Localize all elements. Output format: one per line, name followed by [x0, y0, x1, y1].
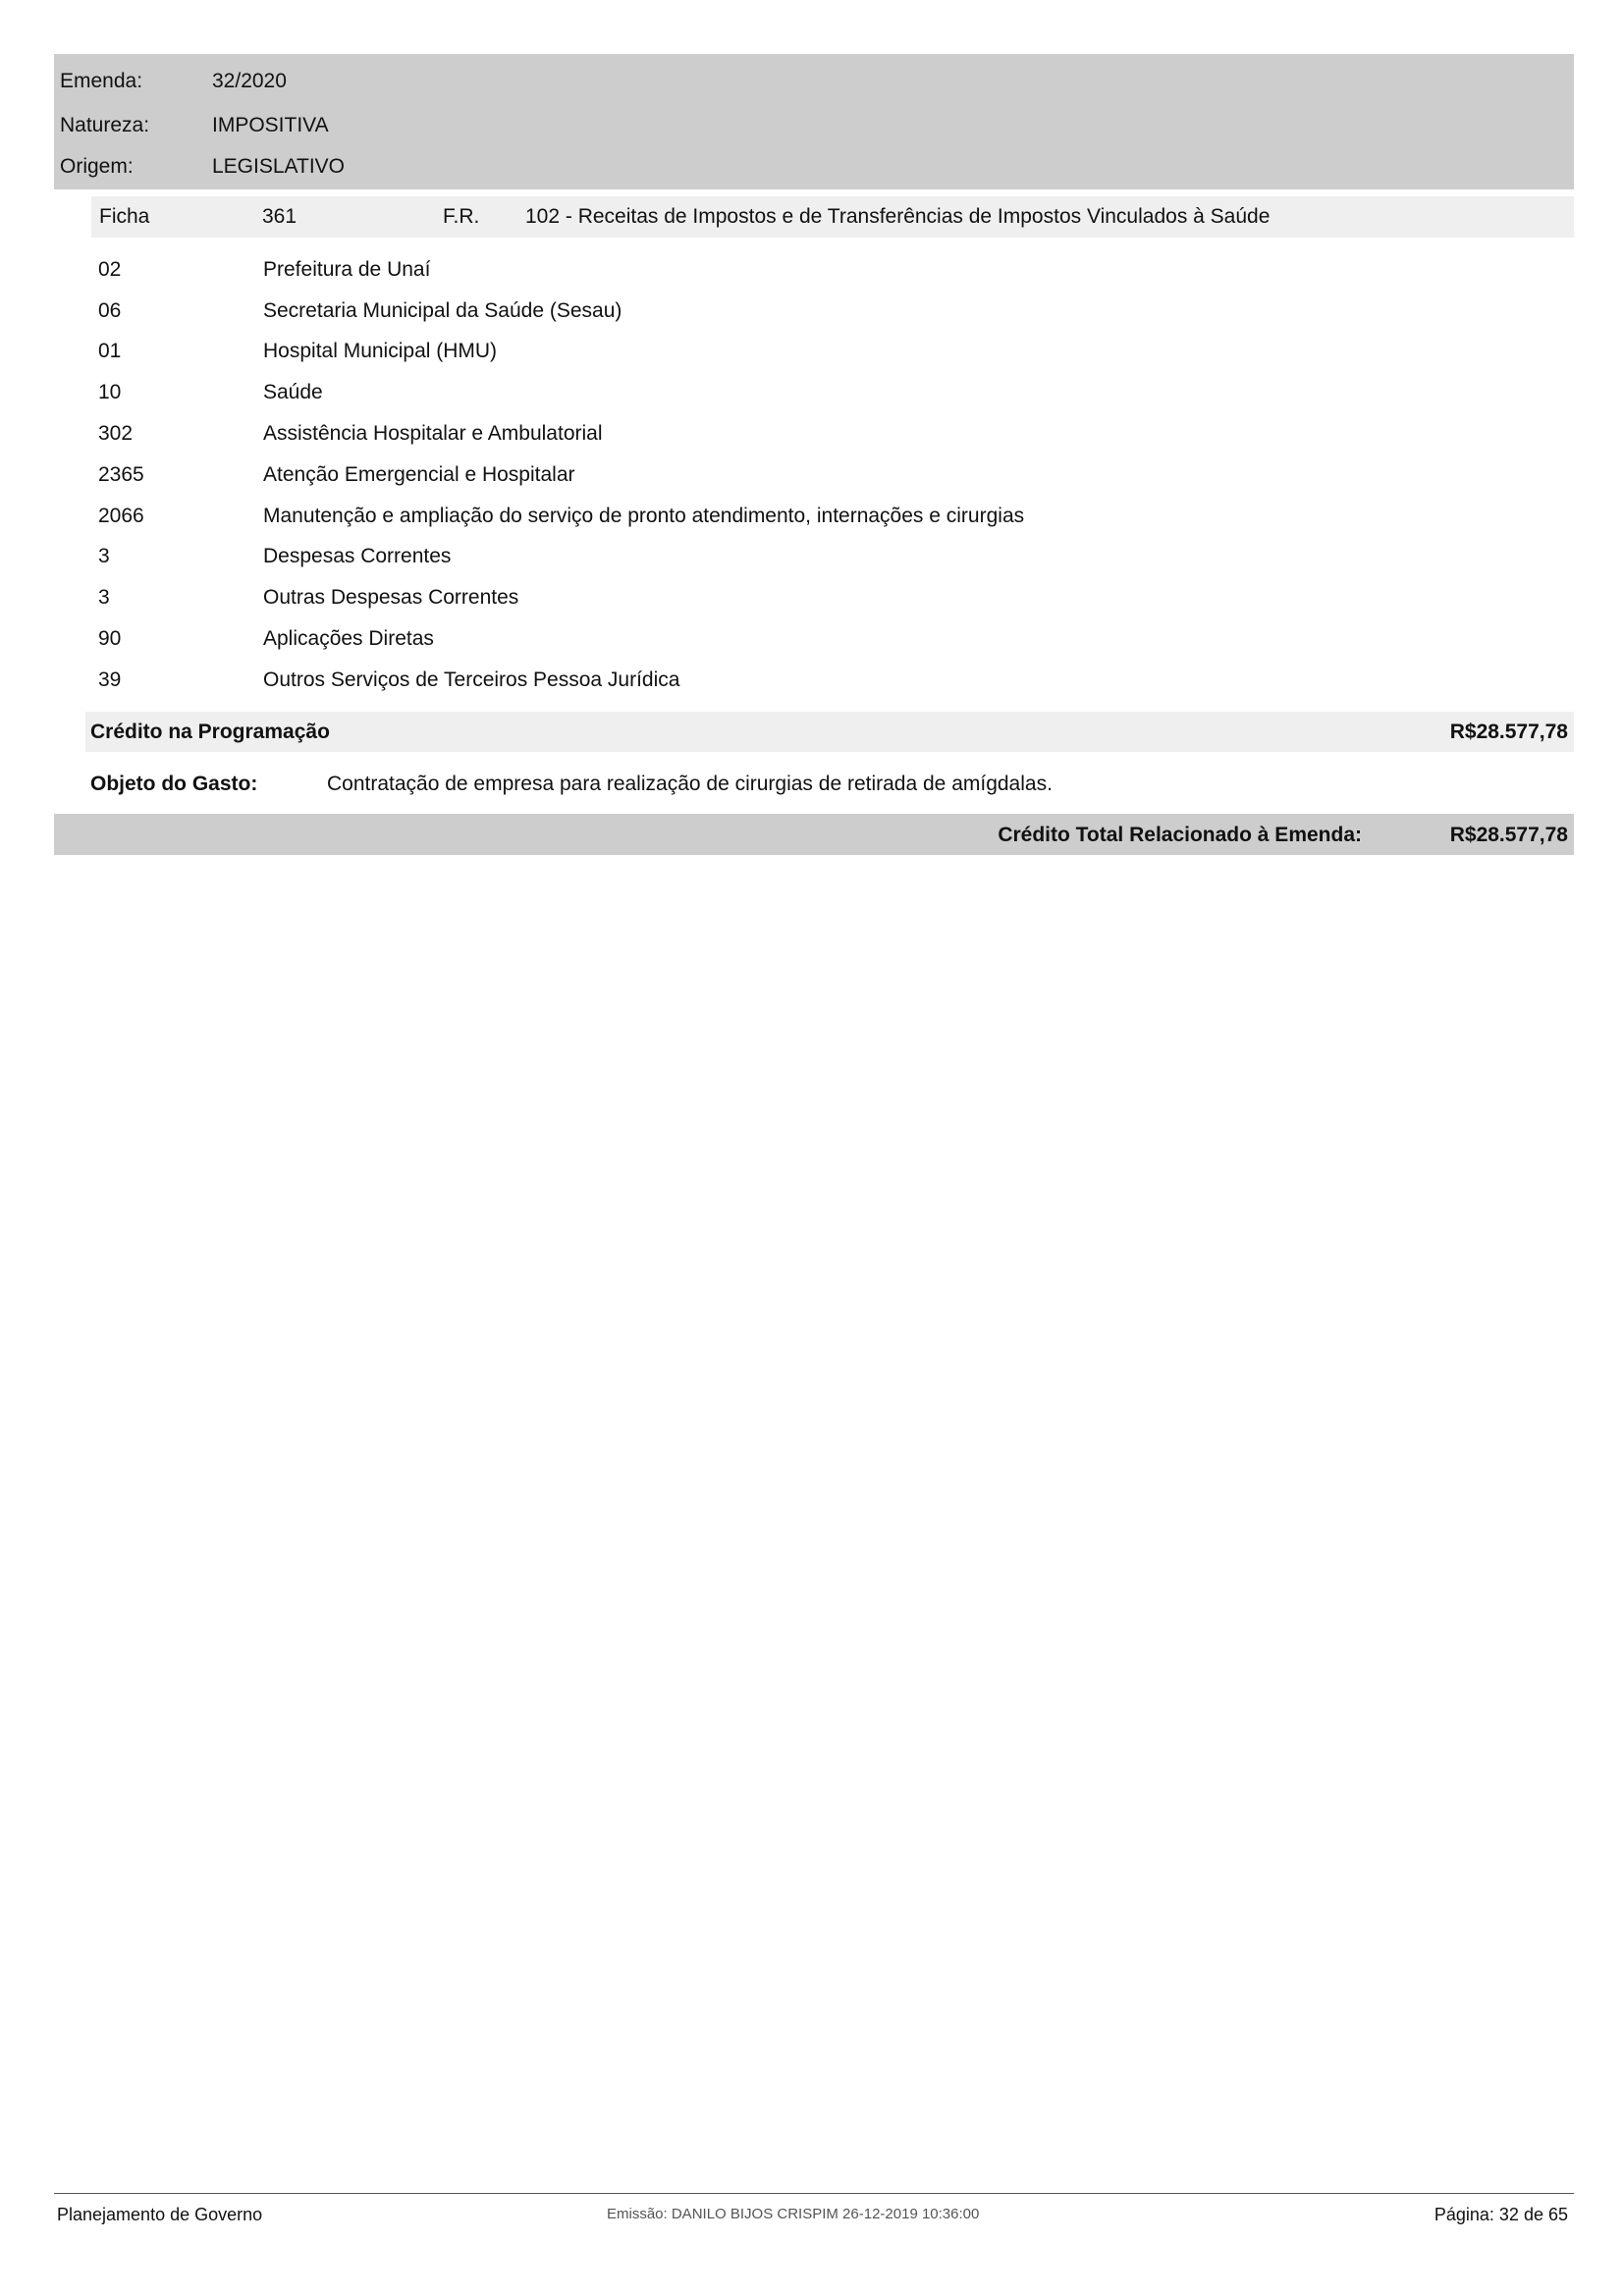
item-desc: Despesas Correntes [263, 545, 452, 568]
page-footer [54, 2203, 1574, 2230]
list-item [98, 332, 1551, 373]
credito-label: Crédito na Programação [90, 720, 330, 743]
footer-emission: Emissão: DANILO BIJOS CRISPIM 26-12-2019 10:36:00 [607, 2206, 980, 2222]
origem-label: Origem: [60, 155, 134, 178]
list-item [98, 496, 1551, 537]
fr-value: 102 - Receitas de Impostos e de Transferências de Impostos Vinculados à Saúde [525, 205, 1271, 228]
credito-programacao-bar [85, 712, 1574, 752]
objeto-value: Contratação de empresa para realização de cirurgias de retirada de amígdalas. [327, 773, 1053, 795]
natureza-row [60, 106, 329, 145]
list-item [98, 660, 1551, 701]
credito-value: R$28.577,78 [1449, 720, 1568, 743]
item-code: 02 [98, 257, 122, 281]
item-desc: Outras Despesas Correntes [263, 586, 519, 610]
item-code: 10 [98, 381, 122, 404]
item-desc: Secretaria Municipal da Saúde (Sesau) [263, 298, 622, 322]
item-code: 39 [98, 667, 122, 691]
classification-list [98, 249, 1551, 701]
item-code: 01 [98, 340, 122, 363]
origem-row [60, 147, 345, 187]
item-desc: Saúde [263, 381, 323, 404]
item-desc: Aplicações Diretas [263, 627, 434, 651]
footer-divider [54, 2193, 1574, 2194]
item-code: 2066 [98, 504, 144, 527]
item-code: 3 [98, 586, 110, 610]
ficha-bar [91, 196, 1574, 238]
item-code: 3 [98, 545, 110, 568]
item-code: 90 [98, 627, 122, 651]
total-value: R$28.577,78 [1449, 824, 1568, 846]
list-item [98, 454, 1551, 496]
total-label: Crédito Total Relacionado à Emenda: [998, 824, 1362, 846]
emenda-value: 32/2020 [212, 70, 287, 92]
emenda-header [54, 54, 1574, 189]
item-code: 06 [98, 298, 122, 322]
origem-value: LEGISLATIVO [212, 155, 345, 178]
item-code: 2365 [98, 462, 144, 486]
item-desc: Atenção Emergencial e Hospitalar [263, 462, 575, 486]
objeto-gasto [90, 765, 1053, 804]
natureza-label: Natureza: [60, 114, 150, 136]
item-desc: Hospital Municipal (HMU) [263, 340, 498, 363]
ficha-label: Ficha [99, 205, 150, 228]
list-item [98, 577, 1551, 618]
objeto-label: Objeto do Gasto: [90, 773, 258, 795]
natureza-value: IMPOSITIVA [212, 114, 329, 136]
emenda-row [60, 62, 287, 101]
item-code: 302 [98, 422, 134, 446]
item-desc: Prefeitura de Unaí [263, 257, 431, 281]
fr-label: F.R. [443, 205, 480, 228]
list-item [98, 618, 1551, 660]
ficha-number: 361 [262, 205, 298, 228]
emenda-label: Emenda: [60, 70, 143, 92]
list-item [98, 291, 1551, 332]
credito-total-bar [54, 814, 1574, 855]
list-item [98, 537, 1551, 578]
list-item [98, 413, 1551, 454]
item-desc: Assistência Hospitalar e Ambulatorial [263, 422, 603, 446]
page-number: Página: 32 de 65 [1434, 2205, 1568, 2224]
item-desc: Manutenção e ampliação do serviço de pronto atendimento, internações e cirurgias [263, 504, 1025, 527]
footer-department: Planejamento de Governo [57, 2205, 263, 2224]
list-item [98, 249, 1551, 291]
list-item [98, 372, 1551, 413]
item-desc: Outros Serviços de Terceiros Pessoa Jurídica [263, 667, 680, 691]
